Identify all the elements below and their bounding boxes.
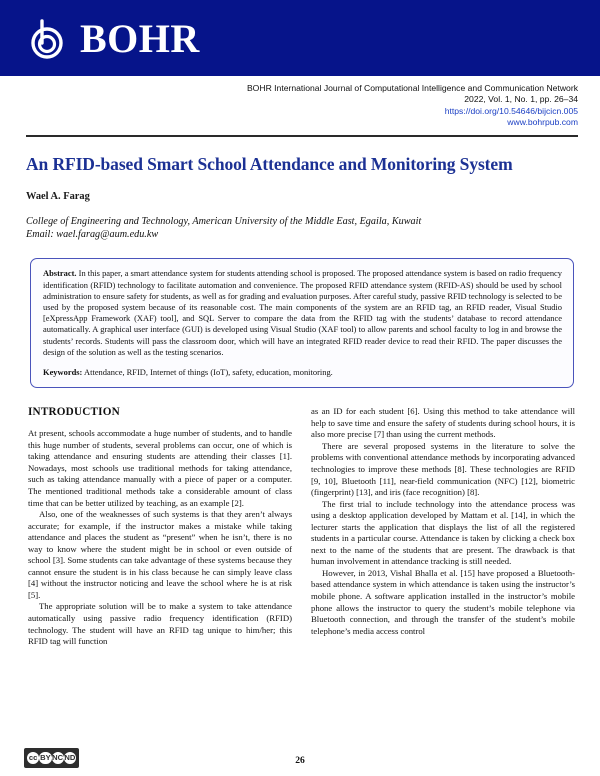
article-author: Wael A. Farag [26,190,90,202]
cc-mark-2: NC [52,752,64,765]
bohr-logo [28,16,200,62]
bohr-spiral-logo-icon [28,16,74,62]
right-column [311,406,575,647]
section-heading-introduction: INTRODUCTION [28,406,120,419]
header-divider [26,135,578,137]
bohr-wordmark: BOHR [80,16,200,61]
author-email: Email: wael.farag@aum.edu.kw [26,229,159,241]
article-title: An RFID-based Smart School Attendance and Monitoring System [26,153,513,174]
cc-mark-1: BY [39,752,51,765]
journal-website-link[interactable]: www.bohrpub.com [507,117,578,128]
keywords-text: Attendance, RFID, Internet of things (IoT), safety, education, monitoring. [84,367,333,378]
keywords-label: Keywords: [43,367,83,378]
paragraph: There are several proposed systems in the literature to solve the problems with conventional attendance methods by incorporating advanced technologies to improve these methods [8]. These technologies are RFID [9, 10], Bluetooth [11], near-field communication (NFC) [12], biometric (fingerprint) [13], and iris (face recognition) [8]. [311,440,575,498]
abstract-paragraph [43,268,562,358]
paragraph: The first trial to include technology into the attendance process was using a desktop application developed by Mattam et al. [14], in which the lecturer starts the application that displays the list of all the registered students in a particular course. Attendance is taken by clicking a check box next to the name of the students that are present. The drawback is that human involvement in attendance tracking is still needed. [311,498,575,567]
paragraph: However, in 2013, Vishal Bhalla et al. [15] have proposed a Bluetooth-based attendance system in which attendance is taken using the instructor’s mobile phone. A software application installed in the instructor’s mobile phone allows the instructor to query the student’s mobile telephone via Bluetooth connection, and through the transfer of the student’s mobile telephone’s media access control [311,567,575,636]
author-affiliation [26,215,574,242]
page-number: 26 [295,755,305,766]
journal-name: BOHR International Journal of Computational Intelligence and Communication Network [246,83,578,93]
paragraph: The appropriate solution will be to make a system to take attendance automatically using passive radio frequency identification (RFID) technology. The student will have an RFID tag unique to him/her; this RFID tag will function [28,601,292,647]
cc-mark-0: cc [27,752,39,765]
abstract-label: Abstract. [43,268,77,279]
paragraph: At present, schools accommodate a huge number of students, and to handle this huge number of students, several problems can occur, one of which is taking attendance and ensuring students are attending their classes [1]. Nowadays, most schools use traditional methods for taking attendance, such as taking attendance manually with a piece of paper or a computer. The mentioned traditional methods take a considerable amount of class time that can be better utilized by teaching, as an example [2]. [28,428,292,508]
left-column [28,406,292,647]
doi-link[interactable]: https://doi.org/10.54646/bijcicn.005 [444,105,578,116]
paragraph: as an ID for each student [6]. Using this method to take attendance will help to save time and ensure the safety of students during school hours, it is also more precise [7] than using the current methods. [311,406,575,440]
body-columns [28,406,576,647]
abstract-box [30,258,574,388]
page-footer [0,730,600,776]
journal-issue: 2022, Vol. 1, No. 1, pp. 26–34 [464,94,578,105]
abstract-text: In this paper, a smart attendance system for students attending school is proposed. The proposed attendance system is based on radio frequency identification (RFID) technology to facilitate automation and convenience. The proposed RFID attendance system (RFID-AS) should be used by school administration to ensure safety for students, as well as for grading and evaluation purposes. After careful study, passive RFID technology is selected to be used by the proposed system because of its reasonable cost. The main components of the system are an RFID tag, an RFID reader, Visual Studio [eXpressApp Framework (XAF) tool], and SQL Server to compare the data from the RFID tag with the students’ database to record attendance automatically. A graphical user interface (GUI) is developed using Visual Studio (XAF tool) to allow parents and school faculty to log in and browse the students’ records. Students will pass the classroom door, which will have an integrated RFID reader device to read their RFID. The paper discusses the design of the solution as well as the testing scenarios. [43,268,563,357]
journal-info-block [0,76,600,129]
cc-mark-3: ND [64,752,76,765]
masthead-banner [0,0,600,76]
paragraph: Also, one of the weaknesses of such systems is that they aren’t always accurate; for example, if the instructor makes a mistake while taking attendance and places the student as “present” when he isn’t, there is no way to know where the student might be in school or even outside of school [3]. Some students can take advantage of these systems because they cannot ensure the student is in his class because he can simply leave class [4] without the instructor noticing and leave the school where he is at risk [5]. [28,509,292,600]
keywords-paragraph [43,367,562,378]
affiliation-line: College of Engineering and Technology, American University of the Middle East, Egaila, Kuwait [26,215,422,227]
